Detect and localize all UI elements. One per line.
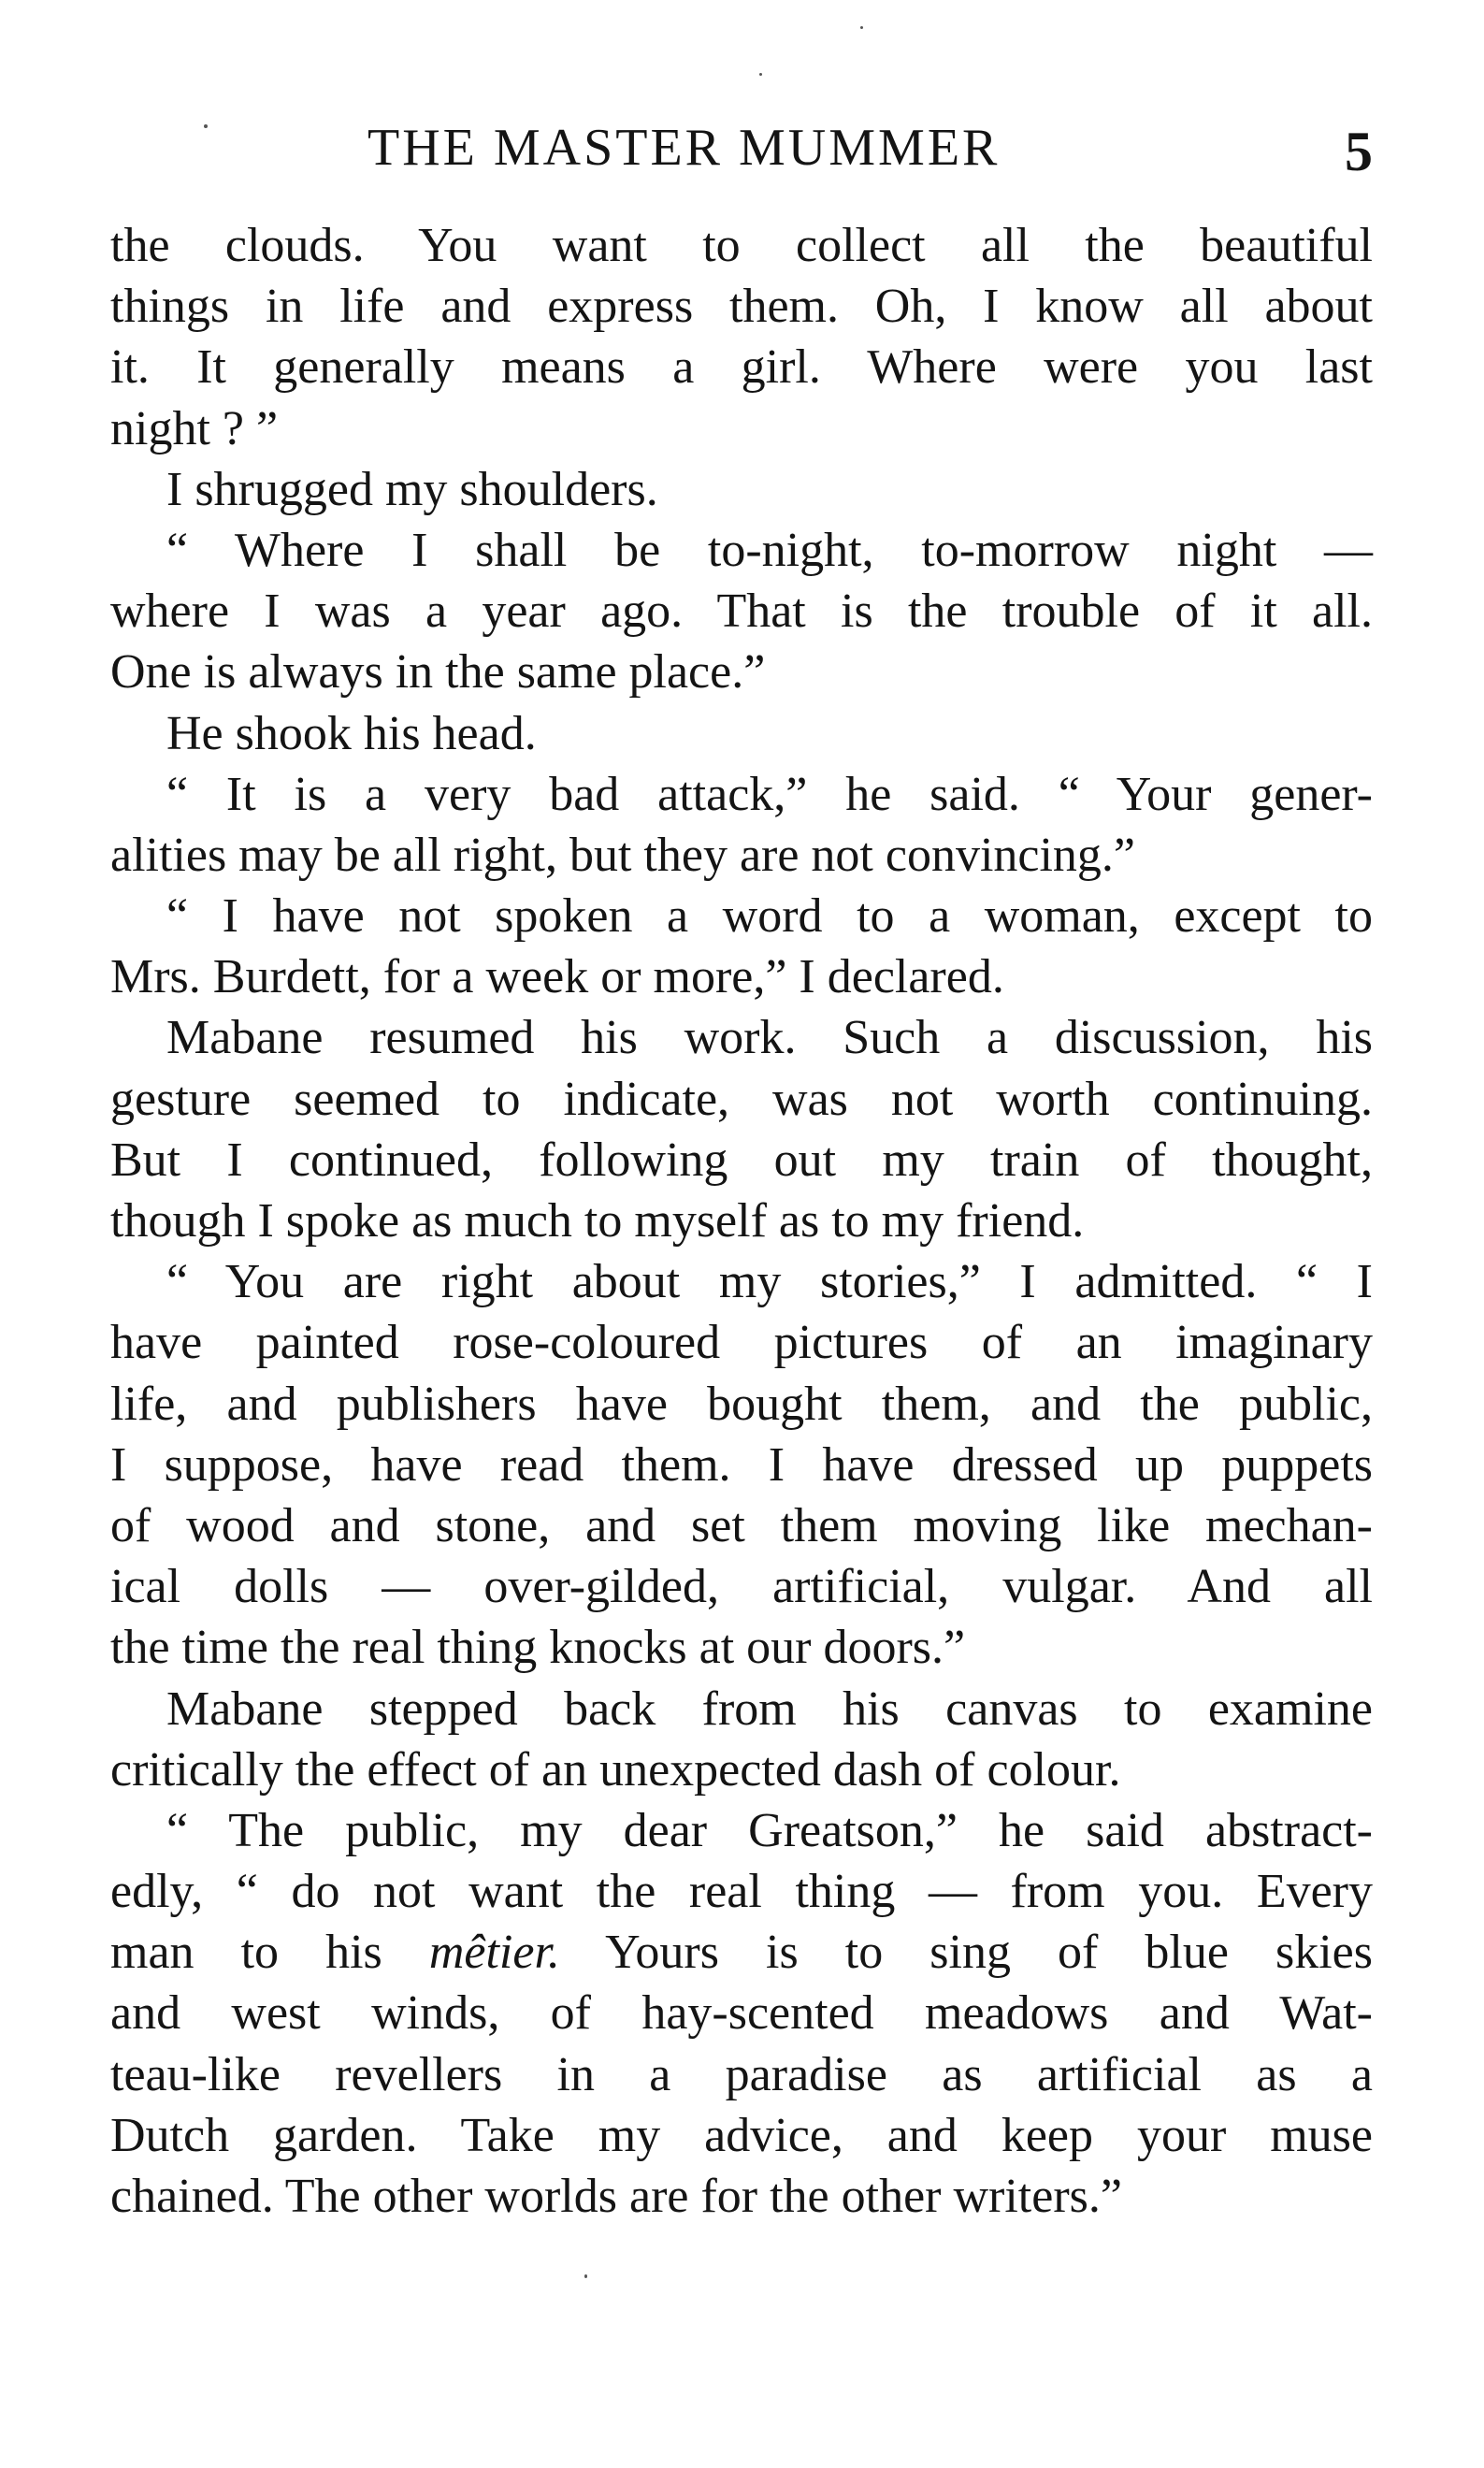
text-line: night ? ” <box>110 401 279 455</box>
text-line: where I was a year ago. That is the trouble of it all. <box>110 585 1373 639</box>
text-line: edly, “ do not want the real thing — from you. Every <box>110 1865 1373 1919</box>
page-header <box>110 110 1373 185</box>
text-line: chained. The other worlds are for the other writers.” <box>110 2170 1122 2223</box>
dust-speck <box>759 73 762 76</box>
text-line: the clouds. You want to collect all the beautiful <box>110 219 1373 272</box>
text-line: ical dolls — over-gilded, artificial, vulgar. And all <box>110 1560 1373 1614</box>
text-line: Dutch garden. Take my advice, and keep your muse <box>110 2108 1373 2162</box>
text-line: “ Where I shall be to-night, to-morrow night — <box>166 523 1373 577</box>
text-line: and west winds, of hay-scented meadows and Wat- <box>110 1986 1373 2041</box>
text-line: “ It is a very bad attack,” he said. “ Your gener- <box>166 767 1373 821</box>
dust-speck <box>204 124 208 128</box>
text-line: Mabane stepped back from his canvas to examine <box>166 1681 1373 1736</box>
text-line: have painted rose-coloured pictures of an imaginary <box>110 1316 1373 1370</box>
text-line: alities may be all right, but they are not convincing.” <box>110 828 1136 882</box>
text-line: “ You are right about my stories,” I admitted. “ I <box>166 1255 1373 1309</box>
dust-speck <box>860 26 863 29</box>
text-line: of wood and stone, and set them moving like mechan- <box>110 1498 1373 1552</box>
text-line: the time the real thing knocks at our doors.” <box>110 1621 966 1675</box>
text-line: “ I have not spoken a word to a woman, except to <box>166 889 1373 944</box>
text-line: “ The public, my dear Greatson,” he said abstract- <box>166 1803 1373 1857</box>
text-line: I shrugged my shoulders. <box>166 462 658 516</box>
text-line: critically the effect of an unexpected dash of colour. <box>110 1742 1121 1797</box>
text-line: teau-like revellers in a paradise as artificial as a <box>110 2047 1373 2101</box>
text-line: it. It generally means a girl. Where were you last <box>110 340 1373 395</box>
running-title: THE MASTER MUMMER <box>367 119 1001 177</box>
text-line: Mabane resumed his work. Such a discussion, his <box>166 1011 1373 1065</box>
text-line: I suppose, have read them. I have dressed up puppets <box>110 1437 1373 1492</box>
page-number: 5 <box>1345 121 1373 182</box>
text-line: though I spoke as much to myself as to my friend. <box>110 1194 1085 1248</box>
body-text <box>110 215 1373 2227</box>
text-line: gesture seemed to indicate, was not worth continuing. <box>110 1072 1373 1126</box>
text-line: Mrs. Burdett, for a week or more,” I declared. <box>110 950 1004 1004</box>
text-line-with-italic <box>110 1922 1373 1983</box>
italic-word: mêtier. <box>428 1926 560 1980</box>
text-segment: Yours is to sing of blue skies <box>559 1926 1373 1980</box>
dust-speck <box>584 2274 587 2278</box>
text-line: things in life and express them. Oh, I know all about <box>110 280 1373 334</box>
text-line: He shook his head. <box>166 706 537 760</box>
text-line: One is always in the same place.” <box>110 645 766 700</box>
text-segment: man to his <box>110 1926 429 1980</box>
text-line: life, and publishers have bought them, and the public, <box>110 1377 1373 1431</box>
text-line: But I continued, following out my train of thought, <box>110 1133 1373 1187</box>
